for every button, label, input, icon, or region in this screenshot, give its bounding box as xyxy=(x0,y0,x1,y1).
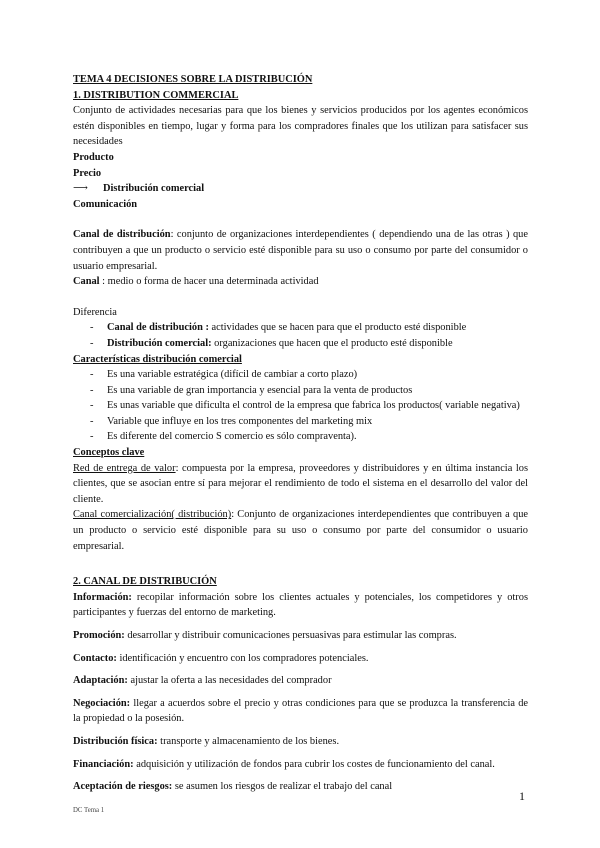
dash-bullet: - xyxy=(90,415,94,427)
canal-term: Canal xyxy=(73,276,100,288)
spacer xyxy=(73,644,528,651)
dash-bullet: - xyxy=(90,337,94,349)
section-2-title: 2. CANAL DE DISTRIBUCIÓN xyxy=(73,576,217,588)
dash-bullet: - xyxy=(90,384,94,396)
dif-text: organizaciones que hacen que el producto esté disponible xyxy=(211,337,453,349)
list-item xyxy=(73,336,528,352)
caracteristica-text: Es una variable estratégica (difícil de cambiar a corto plazo) xyxy=(107,369,358,381)
canal-comercializacion-paragraph xyxy=(73,507,528,554)
funcion-informacion xyxy=(73,590,528,621)
funcion-text: se asumen los riesgos de realizar el trabajo del canal xyxy=(172,781,393,793)
funcion-aceptacion-riesgos xyxy=(73,779,528,795)
list-item xyxy=(73,414,528,430)
funcion-text: adquisición y utilización de fondos para cubrir los costes de funcionamiento del canal. xyxy=(133,758,495,770)
caracteristicas-title: Características distribución comercial xyxy=(73,353,242,365)
caracteristica-text: Es diferente del comercio S comercio es sólo compraventa). xyxy=(107,431,357,443)
arrow-right-icon: ⟶ xyxy=(73,183,88,195)
list-item xyxy=(73,383,528,399)
funcion-term: Financiación: xyxy=(73,758,134,770)
red-entrega-paragraph xyxy=(73,461,528,508)
caracteristica-text: Es unas variable que dificulta el control de la empresa que fabrica los productos( variable negativa) xyxy=(107,400,520,412)
diferencia-heading: Diferencia xyxy=(73,306,117,318)
funcion-term: Promoción: xyxy=(73,630,125,641)
canal-distribucion-term: Canal de distribución xyxy=(73,229,171,241)
caracteristica-text: Variable que influye en los tres componentes del marketing mix xyxy=(107,415,373,427)
funcion-term: Contacto: xyxy=(73,652,117,664)
section-1-title: 1. DISTRIBUTION COMMERCIAL xyxy=(73,89,239,101)
dif-term: Distribución comercial: xyxy=(107,337,212,349)
mix-producto: Producto xyxy=(73,151,114,163)
funcion-text: transporte y almacenamiento de los bienes. xyxy=(157,735,340,747)
document-title: TEMA 4 DECISIONES SOBRE LA DISTRIBUCIÓN xyxy=(73,74,313,85)
funcion-term: Negociación: xyxy=(73,697,131,709)
funcion-distribucion-fisica xyxy=(73,734,528,750)
page-number: 1 xyxy=(519,789,525,803)
spacer xyxy=(73,554,528,574)
dash-bullet: - xyxy=(90,431,94,443)
funcion-text: recopilar información sobre los clientes actuales y potenciales, los competidores y otros participantes y fuerzas del entorno de marketing. xyxy=(73,591,528,619)
funcion-text: llegar a acuerdos sobre el precio y otras condiciones para que se produzca la transferencia de la propiedad o la posesión. xyxy=(73,697,528,725)
funcion-contacto xyxy=(73,651,528,667)
funcion-financiacion xyxy=(73,757,528,773)
caracteristica-text: Es una variable de gran importancia y esencial para la venta de productos xyxy=(107,384,413,396)
red-entrega-definition: : compuesta por la empresa, proveedores y distribuidores y en última instancia los clientes, que se asocian entre sí para mejorar el rendimiento de todo el sistema en el desarrollo del valor del cliente. xyxy=(73,462,529,505)
funcion-text: desarrollar y distribuir comunicaciones persuasivas para estimular las compras. xyxy=(124,630,457,641)
canal-distribucion-definition: : conjunto de organizaciones interdependientes ( dependiendo una de las otras ) que contribuyen a que un producto o servicio esté disponible para su uso o consumo por parte del consumidor o usuario empresarial. xyxy=(73,229,528,272)
mix-distribucion-line xyxy=(73,181,528,197)
spacer xyxy=(73,621,528,628)
spacer xyxy=(73,689,528,696)
dif-text: actividades que se hacen para que el producto esté disponible xyxy=(208,322,467,334)
list-item xyxy=(73,398,528,414)
dash-bullet: - xyxy=(90,369,94,381)
dash-bullet: - xyxy=(90,400,94,412)
spacer xyxy=(73,727,528,734)
conceptos-title: Conceptos clave xyxy=(73,447,145,459)
list-item xyxy=(73,429,528,445)
footer-code: DC Tema 1 xyxy=(73,807,105,814)
mix-comunicacion: Comunicación xyxy=(73,198,138,210)
intro-paragraph: Conjunto de actividades necesarias para que los bienes y servicios producidos por los agentes económicos estén disponibles en tiempo, lugar y forma para los compradores finales que los utilizan para satisfacer sus necesidades xyxy=(73,105,528,148)
canal-comercializacion-definition: : Conjunto de organizaciones interdependientes que contribuyen a que un producto o servicio esté disponible para su uso o consumo por parte del consumidor o usuario empresarial. xyxy=(73,509,529,552)
funcion-term: Información: xyxy=(73,591,132,603)
spacer xyxy=(73,290,528,305)
diferencia-list xyxy=(73,320,528,351)
funcion-text: identificación y encuentro con los compradores potenciales. xyxy=(116,652,369,664)
dif-term: Canal de distribución : xyxy=(107,322,209,334)
funcion-promocion xyxy=(73,628,528,644)
list-item xyxy=(73,320,528,336)
mix-precio: Precio xyxy=(73,167,102,179)
spacer xyxy=(73,212,528,227)
red-entrega-term: Red de entrega de valor xyxy=(73,462,176,474)
funcion-adaptacion xyxy=(73,673,528,689)
document-page xyxy=(73,72,528,795)
funcion-negociacion xyxy=(73,696,528,727)
funcion-text: ajustar la oferta a las necesidades del comprador xyxy=(127,675,332,687)
funcion-term: Adaptación: xyxy=(73,675,128,687)
canal-comercializacion-term: Canal comercialización( distribución) xyxy=(73,509,232,521)
spacer xyxy=(73,666,528,673)
canal-definition: : medio o forma de hacer una determinada actividad xyxy=(99,276,319,288)
caracteristicas-list xyxy=(73,367,528,445)
list-item xyxy=(73,367,528,383)
canal-distribucion-paragraph xyxy=(73,227,528,274)
canal-paragraph xyxy=(73,274,528,290)
funcion-term: Distribución física: xyxy=(73,735,158,747)
spacer xyxy=(73,750,528,757)
spacer xyxy=(73,772,528,779)
dash-bullet: - xyxy=(90,322,94,334)
funcion-term: Aceptación de riesgos: xyxy=(73,781,173,793)
mix-distribucion: Distribución comercial xyxy=(103,183,205,195)
